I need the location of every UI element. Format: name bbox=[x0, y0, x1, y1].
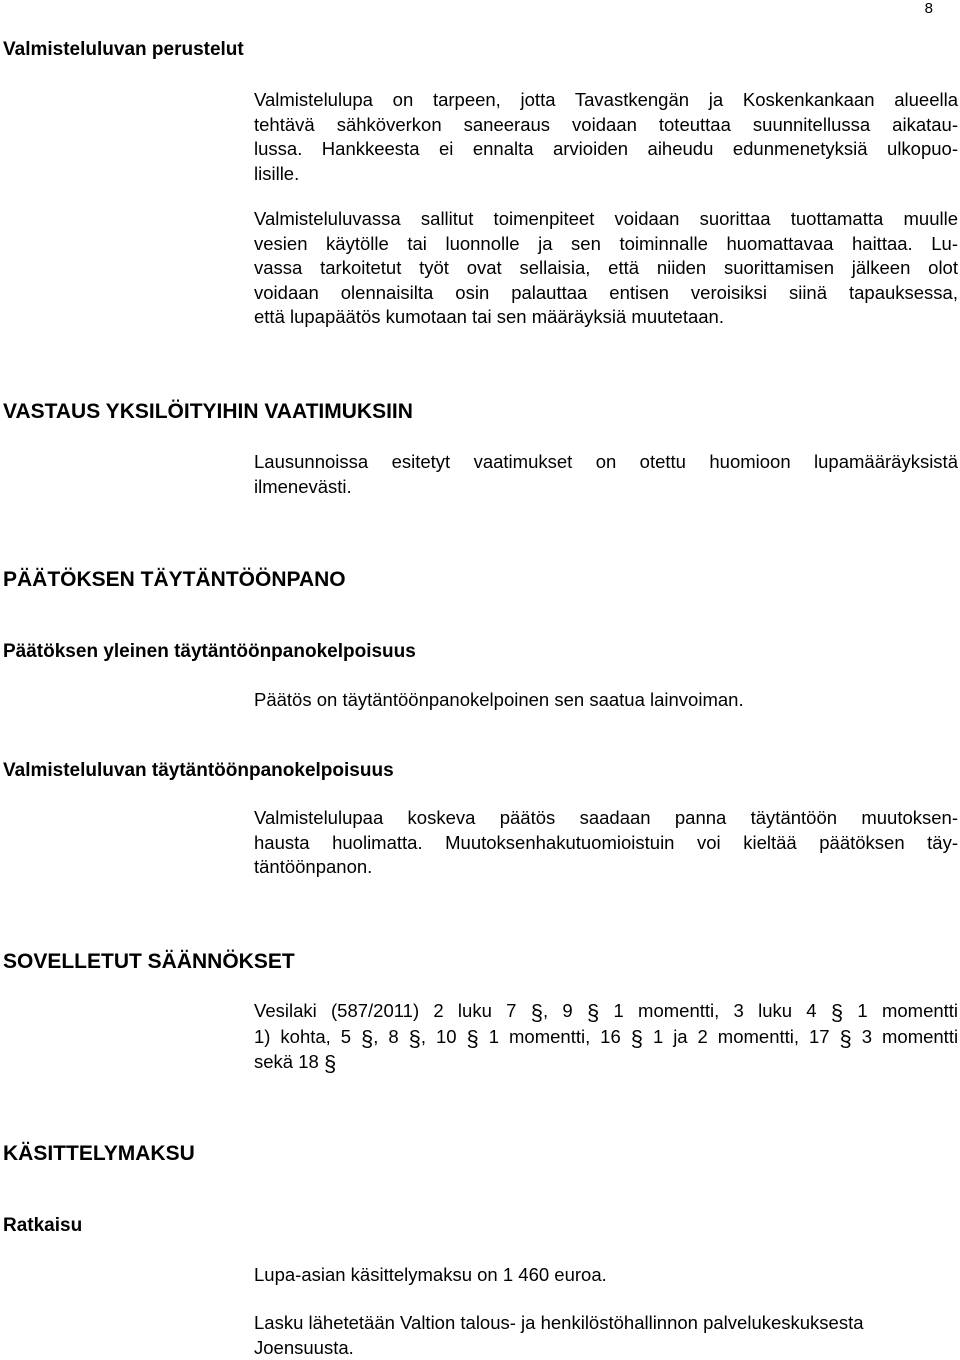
section-sign: § bbox=[324, 1052, 336, 1076]
text-fragment: , 8 bbox=[373, 1026, 398, 1047]
text-line: ilmenevästi. bbox=[254, 475, 958, 500]
text-line bbox=[254, 1024, 958, 1050]
section-sign: § bbox=[831, 1001, 843, 1025]
paragraph-kasittelymaksu: Lupa-asian käsittelymaksu on 1 460 euroa. bbox=[254, 1263, 607, 1288]
section-sign: § bbox=[531, 1001, 543, 1025]
heading-sovelletut-saannokset: SOVELLETUT SÄÄNNÖKSET bbox=[3, 949, 295, 974]
text-line: voidaan olennaisilta osin palauttaa entisen veroisiksi siinä tapauksessa, bbox=[254, 281, 958, 306]
text-line: tehtävä sähköverkon saneeraus voidaan toteuttaa suunnitellussa aikatau- bbox=[254, 113, 958, 138]
text-fragment: 1 momentti, 16 bbox=[489, 1026, 621, 1047]
text-line: lisille. bbox=[254, 162, 958, 187]
text-line: Lasku lähetetään Valtion talous- ja henkilöstöhallinnon palvelukeskuksesta bbox=[254, 1311, 958, 1336]
text-line: vassa tarkoitetut työt ovat sellaisia, että niiden suorittamisen jälkeen olot bbox=[254, 256, 958, 281]
text-line: vesien käytölle tai luonnolle ja sen toiminnalle huomattavaa haittaa. Lu- bbox=[254, 232, 958, 257]
section-sign: § bbox=[587, 1001, 599, 1025]
text-fragment: 1 ja 2 momentti, 17 bbox=[653, 1026, 830, 1047]
text-fragment: , 10 bbox=[421, 1026, 457, 1047]
text-fragment: sekä 18 bbox=[254, 1051, 319, 1072]
text-line bbox=[254, 998, 958, 1024]
text-line: täntöönpanon. bbox=[254, 855, 958, 880]
text-fragment: 1 momentti, 3 luku 4 bbox=[613, 1000, 816, 1021]
section-sign: § bbox=[467, 1027, 479, 1051]
subheading-valmisteluluvan-taytantoonpanokelpoisuus: Valmisteluluvan täytäntöönpanokelpoisuus bbox=[3, 759, 394, 782]
text-line: hausta huolimatta. Muutoksenhakutuomioistuin voi kieltää päätöksen täy- bbox=[254, 831, 958, 856]
paragraph-yleinen-taytantoonpanokelpoisuus: Päätös on täytäntöönpanokelpoinen sen saatua lainvoiman. bbox=[254, 688, 744, 713]
text-fragment: Vesilaki (587/2011) 2 luku 7 bbox=[254, 1000, 516, 1021]
section-sign: § bbox=[361, 1027, 373, 1051]
subheading-ratkaisu: Ratkaisu bbox=[3, 1214, 82, 1237]
paragraph-sovelletut-saannokset bbox=[254, 998, 958, 1075]
paragraph-lasku bbox=[254, 1311, 958, 1360]
text-fragment: 1) kohta, 5 bbox=[254, 1026, 351, 1047]
text-line: Valmistelulupaa koskeva päätös saadaan panna täytäntöön muutoksen- bbox=[254, 806, 958, 831]
text-fragment: 1 momentti bbox=[857, 1000, 958, 1021]
section-sign: § bbox=[631, 1027, 643, 1051]
page-number: 8 bbox=[925, 0, 933, 18]
heading-valmisteluluvan-perustelut: Valmisteluluvan perustelut bbox=[3, 38, 244, 61]
text-line bbox=[254, 1049, 958, 1075]
heading-paatoksen-taytantoonpano: PÄÄTÖKSEN TÄYTÄNTÖÖNPANO bbox=[3, 567, 346, 592]
section-sign: § bbox=[840, 1027, 852, 1051]
text-line: Lausunnoissa esitetyt vaatimukset on otettu huomioon lupamääräyksistä bbox=[254, 450, 958, 475]
text-line: lussa. Hankkeesta ei ennalta arvioiden aiheudu edunmenetyksiä ulkopuo- bbox=[254, 137, 958, 162]
paragraph-sallitut-toimenpiteet bbox=[254, 207, 958, 330]
text-line: Joensuusta. bbox=[254, 1336, 958, 1360]
paragraph-valmisteluluvan-taytantoonpano bbox=[254, 806, 958, 880]
section-sign: § bbox=[409, 1027, 421, 1051]
paragraph-valmistelulupa-tarpeen bbox=[254, 88, 958, 186]
heading-kasittelymaksu: KÄSITTELYMAKSU bbox=[3, 1141, 195, 1166]
text-line: Valmistelulupa on tarpeen, jotta Tavastkengän ja Koskenkankaan alueella bbox=[254, 88, 958, 113]
heading-vastaus: VASTAUS YKSILÖITYIHIN VAATIMUKSIIN bbox=[3, 399, 413, 424]
text-line: että lupapäätös kumotaan tai sen määräyksiä muutetaan. bbox=[254, 305, 958, 330]
subheading-yleinen-taytantoonpanokelpoisuus: Päätöksen yleinen täytäntöönpanokelpoisuus bbox=[3, 640, 416, 663]
paragraph-vastaus bbox=[254, 450, 958, 499]
text-fragment: , 9 bbox=[543, 1000, 573, 1021]
text-fragment: 3 momentti bbox=[862, 1026, 958, 1047]
text-line: Valmisteluluvassa sallitut toimenpiteet voidaan suorittaa tuottamatta muulle bbox=[254, 207, 958, 232]
